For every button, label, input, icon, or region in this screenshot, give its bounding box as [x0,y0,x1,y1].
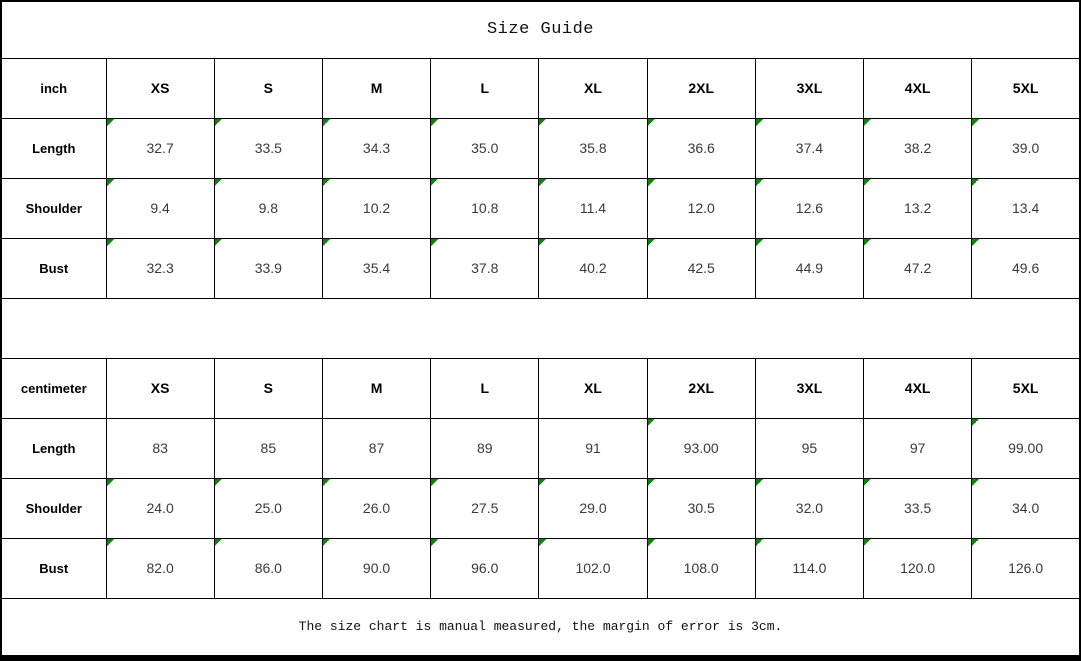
size-col-header: 3XL [755,58,863,118]
size-value-cell: 32.7 [106,118,214,178]
size-value-cell: 35.8 [539,118,647,178]
size-col-header: M [322,58,430,118]
size-value-cell: 83 [106,418,214,478]
size-value-cell: 33.9 [214,238,322,298]
size-col-header: 2XL [647,358,755,418]
cm-header-row [1,358,1080,418]
size-col-header: S [214,358,322,418]
size-col-header: 2XL [647,58,755,118]
row-label-shoulder: Shoulder [1,478,106,538]
size-value-cell: 89 [431,418,539,478]
size-col-header: L [431,58,539,118]
size-value-cell: 35.0 [431,118,539,178]
row-label-bust: Bust [1,238,106,298]
inch-length-row [1,118,1080,178]
size-col-header: 5XL [972,58,1080,118]
size-value-cell: 96.0 [431,538,539,598]
unit-label-centimeter: centimeter [1,358,106,418]
size-value-cell: 44.9 [755,238,863,298]
row-label-bust: Bust [1,538,106,598]
spacer-cell [1,298,1080,358]
size-value-cell: 37.8 [431,238,539,298]
size-value-cell: 35.4 [322,238,430,298]
size-value-cell: 26.0 [322,478,430,538]
size-value-cell: 33.5 [864,478,972,538]
size-value-cell: 82.0 [106,538,214,598]
size-value-cell: 12.6 [755,178,863,238]
size-value-cell: 27.5 [431,478,539,538]
size-value-cell: 11.4 [539,178,647,238]
size-value-cell: 114.0 [755,538,863,598]
inch-shoulder-row [1,178,1080,238]
size-value-cell: 120.0 [864,538,972,598]
size-value-cell: 12.0 [647,178,755,238]
size-value-cell: 30.5 [647,478,755,538]
size-value-cell: 24.0 [106,478,214,538]
cm-bust-row [1,538,1080,598]
size-col-header: M [322,358,430,418]
size-col-header: 4XL [864,58,972,118]
size-value-cell: 32.3 [106,238,214,298]
size-value-cell: 10.2 [322,178,430,238]
spacer-row [1,298,1080,358]
size-value-cell: 29.0 [539,478,647,538]
inch-bust-row [1,238,1080,298]
row-label-shoulder: Shoulder [1,178,106,238]
size-value-cell: 34.3 [322,118,430,178]
unit-label-inch: inch [1,58,106,118]
row-label-length: Length [1,118,106,178]
size-value-cell: 86.0 [214,538,322,598]
footer-note: The size chart is manual measured, the margin of error is 3cm. [1,598,1080,658]
size-value-cell: 32.0 [755,478,863,538]
size-value-cell: 102.0 [539,538,647,598]
size-col-header: S [214,58,322,118]
size-value-cell: 25.0 [214,478,322,538]
size-value-cell: 95 [755,418,863,478]
size-value-cell: 42.5 [647,238,755,298]
size-value-cell: 93.00 [647,418,755,478]
size-value-cell: 99.00 [972,418,1080,478]
size-value-cell: 47.2 [864,238,972,298]
size-value-cell: 91 [539,418,647,478]
size-value-cell: 33.5 [214,118,322,178]
inch-header-row [1,58,1080,118]
size-value-cell: 13.2 [864,178,972,238]
size-value-cell: 37.4 [755,118,863,178]
size-value-cell: 13.4 [972,178,1080,238]
size-value-cell: 108.0 [647,538,755,598]
page-title: Size Guide [1,1,1080,58]
size-value-cell: 36.6 [647,118,755,178]
cm-length-row [1,418,1080,478]
cm-shoulder-row [1,478,1080,538]
size-col-header: XS [106,58,214,118]
size-value-cell: 9.8 [214,178,322,238]
size-value-cell: 10.8 [431,178,539,238]
size-col-header: L [431,358,539,418]
size-value-cell: 49.6 [972,238,1080,298]
size-value-cell: 40.2 [539,238,647,298]
footer-row [1,598,1080,658]
size-value-cell: 34.0 [972,478,1080,538]
size-value-cell: 90.0 [322,538,430,598]
size-value-cell: 87 [322,418,430,478]
size-value-cell: 126.0 [972,538,1080,598]
size-value-cell: 9.4 [106,178,214,238]
size-col-header: 4XL [864,358,972,418]
size-value-cell: 38.2 [864,118,972,178]
size-col-header: XL [539,58,647,118]
size-value-cell: 85 [214,418,322,478]
size-value-cell: 97 [864,418,972,478]
size-col-header: XS [106,358,214,418]
size-value-cell: 39.0 [972,118,1080,178]
size-col-header: 3XL [755,358,863,418]
size-col-header: XL [539,358,647,418]
title-row [1,1,1080,58]
size-col-header: 5XL [972,358,1080,418]
row-label-length: Length [1,418,106,478]
